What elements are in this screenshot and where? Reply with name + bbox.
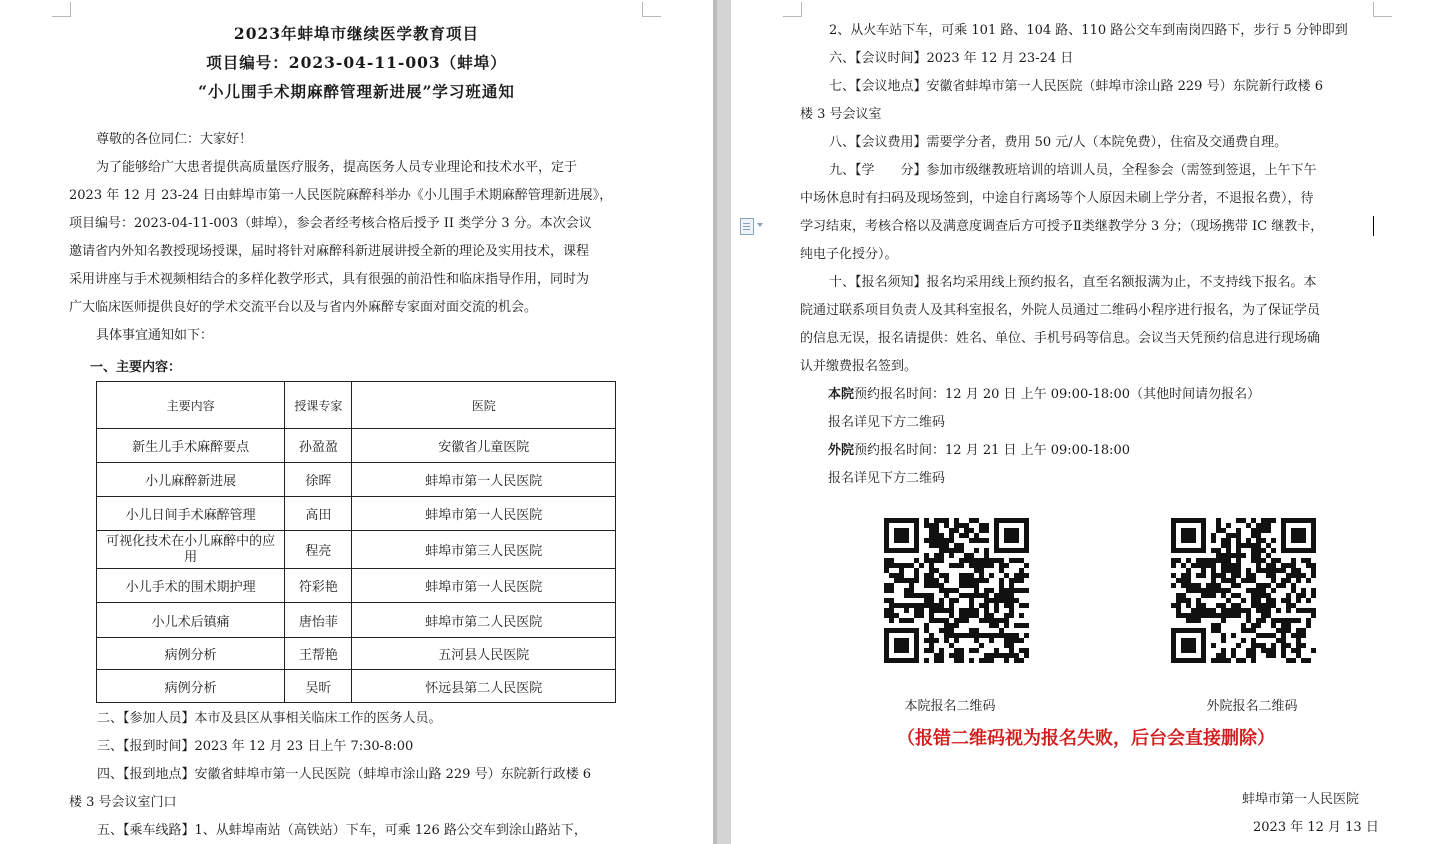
table-cell: 病例分析 <box>97 638 285 670</box>
registration-warning: （报错二维码视为报名失败，后台会直接删除） <box>897 728 1275 749</box>
page-corner-mark <box>52 2 71 17</box>
table-cell: 病例分析 <box>97 670 285 703</box>
local-registration-detail: 报名详见下方二维码 <box>828 415 946 430</box>
signature-org: 蚌埠市第一人民医院 <box>1242 792 1360 807</box>
table-row <box>97 603 616 638</box>
table-row <box>97 670 616 703</box>
item-check-in-time: 三、【报到时间】2023 年 12 月 23 日上午 7:30-8:00 <box>97 739 414 754</box>
intro-line: 为了能够给广大患者提供高质量医疗服务，提高医务人员专业理论和技术水平，定于 <box>96 160 578 175</box>
item-registration-cont: 认并缴费报名签到。 <box>800 359 918 374</box>
table-header-row <box>97 382 616 429</box>
document-icon[interactable] <box>740 218 754 235</box>
table-cell: 吴昕 <box>285 670 352 703</box>
table-cell: 怀远县第二人民医院 <box>352 670 616 703</box>
item-check-in-place-cont: 楼 3 号会议室门口 <box>69 795 177 810</box>
table-cell: 五河县人民医院 <box>352 638 616 670</box>
table-row <box>97 531 616 569</box>
item-meeting-place-cont: 楼 3 号会议室 <box>800 107 882 122</box>
table-cell: 可视化技术在小儿麻醉中的应用 <box>97 531 285 569</box>
table-header-cell: 授课专家 <box>285 382 352 429</box>
table-cell: 蚌埠市第三人民医院 <box>352 531 616 569</box>
qr-code-icon[interactable] <box>884 518 1029 663</box>
intro-line: 项目编号：2023-04-11-003（蚌埠），参会者经考核合格后授予 II 类学分 3 分。本次会议 <box>69 216 592 231</box>
page-gutter-shadow <box>713 0 717 844</box>
notice-line: 具体事宜通知如下： <box>96 328 214 343</box>
section-heading: 一、主要内容： <box>90 360 182 375</box>
table-cell: 高田 <box>285 497 352 531</box>
agenda-table <box>96 381 616 703</box>
page-corner-mark <box>1373 2 1392 17</box>
local-label: 本院 <box>828 387 855 402</box>
item-transport: 五、【乘车线路】1、从蚌埠南站（高铁站）下车，可乘 126 路公交车到涂山路站下， <box>97 823 587 838</box>
item-registration: 十、【报名须知】报名均采用线上预约报名，直至名额报满为止，不支持线下报名。本 <box>829 275 1317 290</box>
outside-time: 预约报名时间：12 月 21 日 上午 09:00-18:00 <box>854 443 1131 458</box>
signature-date: 2023 年 12 月 13 日 <box>1253 820 1379 835</box>
left-page <box>0 0 713 844</box>
page-corner-mark <box>783 2 802 17</box>
table-cell: 蚌埠市第一人民医院 <box>352 463 616 497</box>
table-cell: 程亮 <box>285 531 352 569</box>
table-row <box>97 569 616 603</box>
doc-title-line-3: “小儿围手术期麻醉管理新进展”学习班通知 <box>198 82 515 101</box>
table-cell: 蚌埠市第一人民医院 <box>352 569 616 603</box>
item-credits-cont: 中场休息时有扫码及现场签到，中途自行离场等个人原因未刷上学分者，不退报名费），待 <box>800 191 1314 206</box>
page-corner-mark <box>642 2 661 17</box>
doc-title-line-2: 项目编号：2023-04-11-003（蚌埠） <box>206 53 507 72</box>
table-cell: 小儿麻醉新进展 <box>97 463 285 497</box>
table-cell: 小儿手术的围术期护理 <box>97 569 285 603</box>
table-cell: 小儿术后镇痛 <box>97 603 285 638</box>
table-cell: 蚌埠市第二人民医院 <box>352 603 616 638</box>
item-credits: 九、【学 分】参加市级继教班培训的培训人员，全程参会（需签到签退，上午下午 <box>829 163 1317 178</box>
item-check-in-place: 四、【报到地点】安徽省蚌埠市第一人民医院（蚌埠市涂山路 229 号）东院新行政楼 6 <box>97 767 591 782</box>
table-cell: 符彩艳 <box>285 569 352 603</box>
outside-label: 外院 <box>828 443 855 458</box>
local-time: 预约报名时间：12 月 20 日 上午 09:00-18:00（其他时间请勿报名） <box>854 387 1261 402</box>
intro-line: 广大临床医师提供良好的学术交流平台以及与省内外麻醉专家面对面交流的机会。 <box>69 300 538 315</box>
qr-local-caption: 本院报名二维码 <box>904 699 996 714</box>
item-registration-cont: 院通过联系项目负责人及其科室报名，外院人员通过二维码小程序进行报名，为了保证学员 <box>800 303 1321 318</box>
table-cell: 王帮艳 <box>285 638 352 670</box>
table-header-cell: 医院 <box>352 382 616 429</box>
right-page <box>731 0 1441 844</box>
greeting: 尊敬的各位同仁：大家好！ <box>96 132 253 147</box>
chevron-down-icon[interactable] <box>757 223 763 227</box>
item-fee: 八、【会议费用】需要学分者，费用 50 元/人（本院免费），住宿及交通费自理。 <box>829 135 1288 150</box>
table-cell: 小儿日间手术麻醉管理 <box>97 497 285 531</box>
text-cursor <box>1373 216 1374 236</box>
item-participants: 二、【参加人员】本市及县区从事相关临床工作的医务人员。 <box>97 711 442 726</box>
table-cell: 唐怡菲 <box>285 603 352 638</box>
table-row <box>97 497 616 531</box>
doc-title-line-1: 2023年蚌埠市继续医学教育项目 <box>233 24 480 43</box>
table-row <box>97 429 616 463</box>
table-cell: 孙盈盈 <box>285 429 352 463</box>
item-meeting-time: 六、【会议时间】2023 年 12 月 23-24 日 <box>829 51 1074 66</box>
transport-route-2: 2、从火车站下车，可乘 101 路、104 路、110 路公交车到南岗四路下，步行 5 分钟即到 <box>829 23 1348 38</box>
item-registration-cont: 的信息无误，报名请提供：姓名、单位、手机号码等信息。会议当天凭预约信息进行现场确 <box>800 331 1321 346</box>
item-meeting-place: 七、【会议地点】安徽省蚌埠市第一人民医院（蚌埠市涂山路 229 号）东院新行政楼 6 <box>829 79 1323 94</box>
qr-outside-caption: 外院报名二维码 <box>1206 699 1298 714</box>
outside-registration-detail: 报名详见下方二维码 <box>828 471 946 486</box>
intro-line: 邀请省内外知名教授现场授课，届时将针对麻醉科新进展讲授全新的理论及实用技术，课程 <box>69 244 590 259</box>
intro-line: 2023 年 12 月 23-24 日由蚌埠市第一人民医院麻醉科举办《小儿围手术期麻醉管理新进展》， <box>69 188 613 203</box>
qr-code-icon[interactable] <box>1171 518 1316 663</box>
table-header-cell: 主要内容 <box>97 382 285 429</box>
local-registration-time <box>828 386 1260 404</box>
item-credits-cont: 纯电子化授分）。 <box>800 247 898 262</box>
outside-registration-time <box>828 442 1130 460</box>
table-cell: 新生儿手术麻醉要点 <box>97 429 285 463</box>
table-row <box>97 463 616 497</box>
table-row <box>97 638 616 670</box>
intro-line: 采用讲座与手术视频相结合的多样化教学形式，具有很强的前沿性和临床指导作用，同时为 <box>69 272 590 287</box>
item-credits-cont: 学习结束，考核合格以及满意度调查后方可授予Ⅱ类继教学分 3 分；（现场携带 IC 继教卡， <box>800 219 1324 234</box>
table-cell: 蚌埠市第一人民医院 <box>352 497 616 531</box>
table-cell: 徐晖 <box>285 463 352 497</box>
table-cell: 安徽省儿童医院 <box>352 429 616 463</box>
